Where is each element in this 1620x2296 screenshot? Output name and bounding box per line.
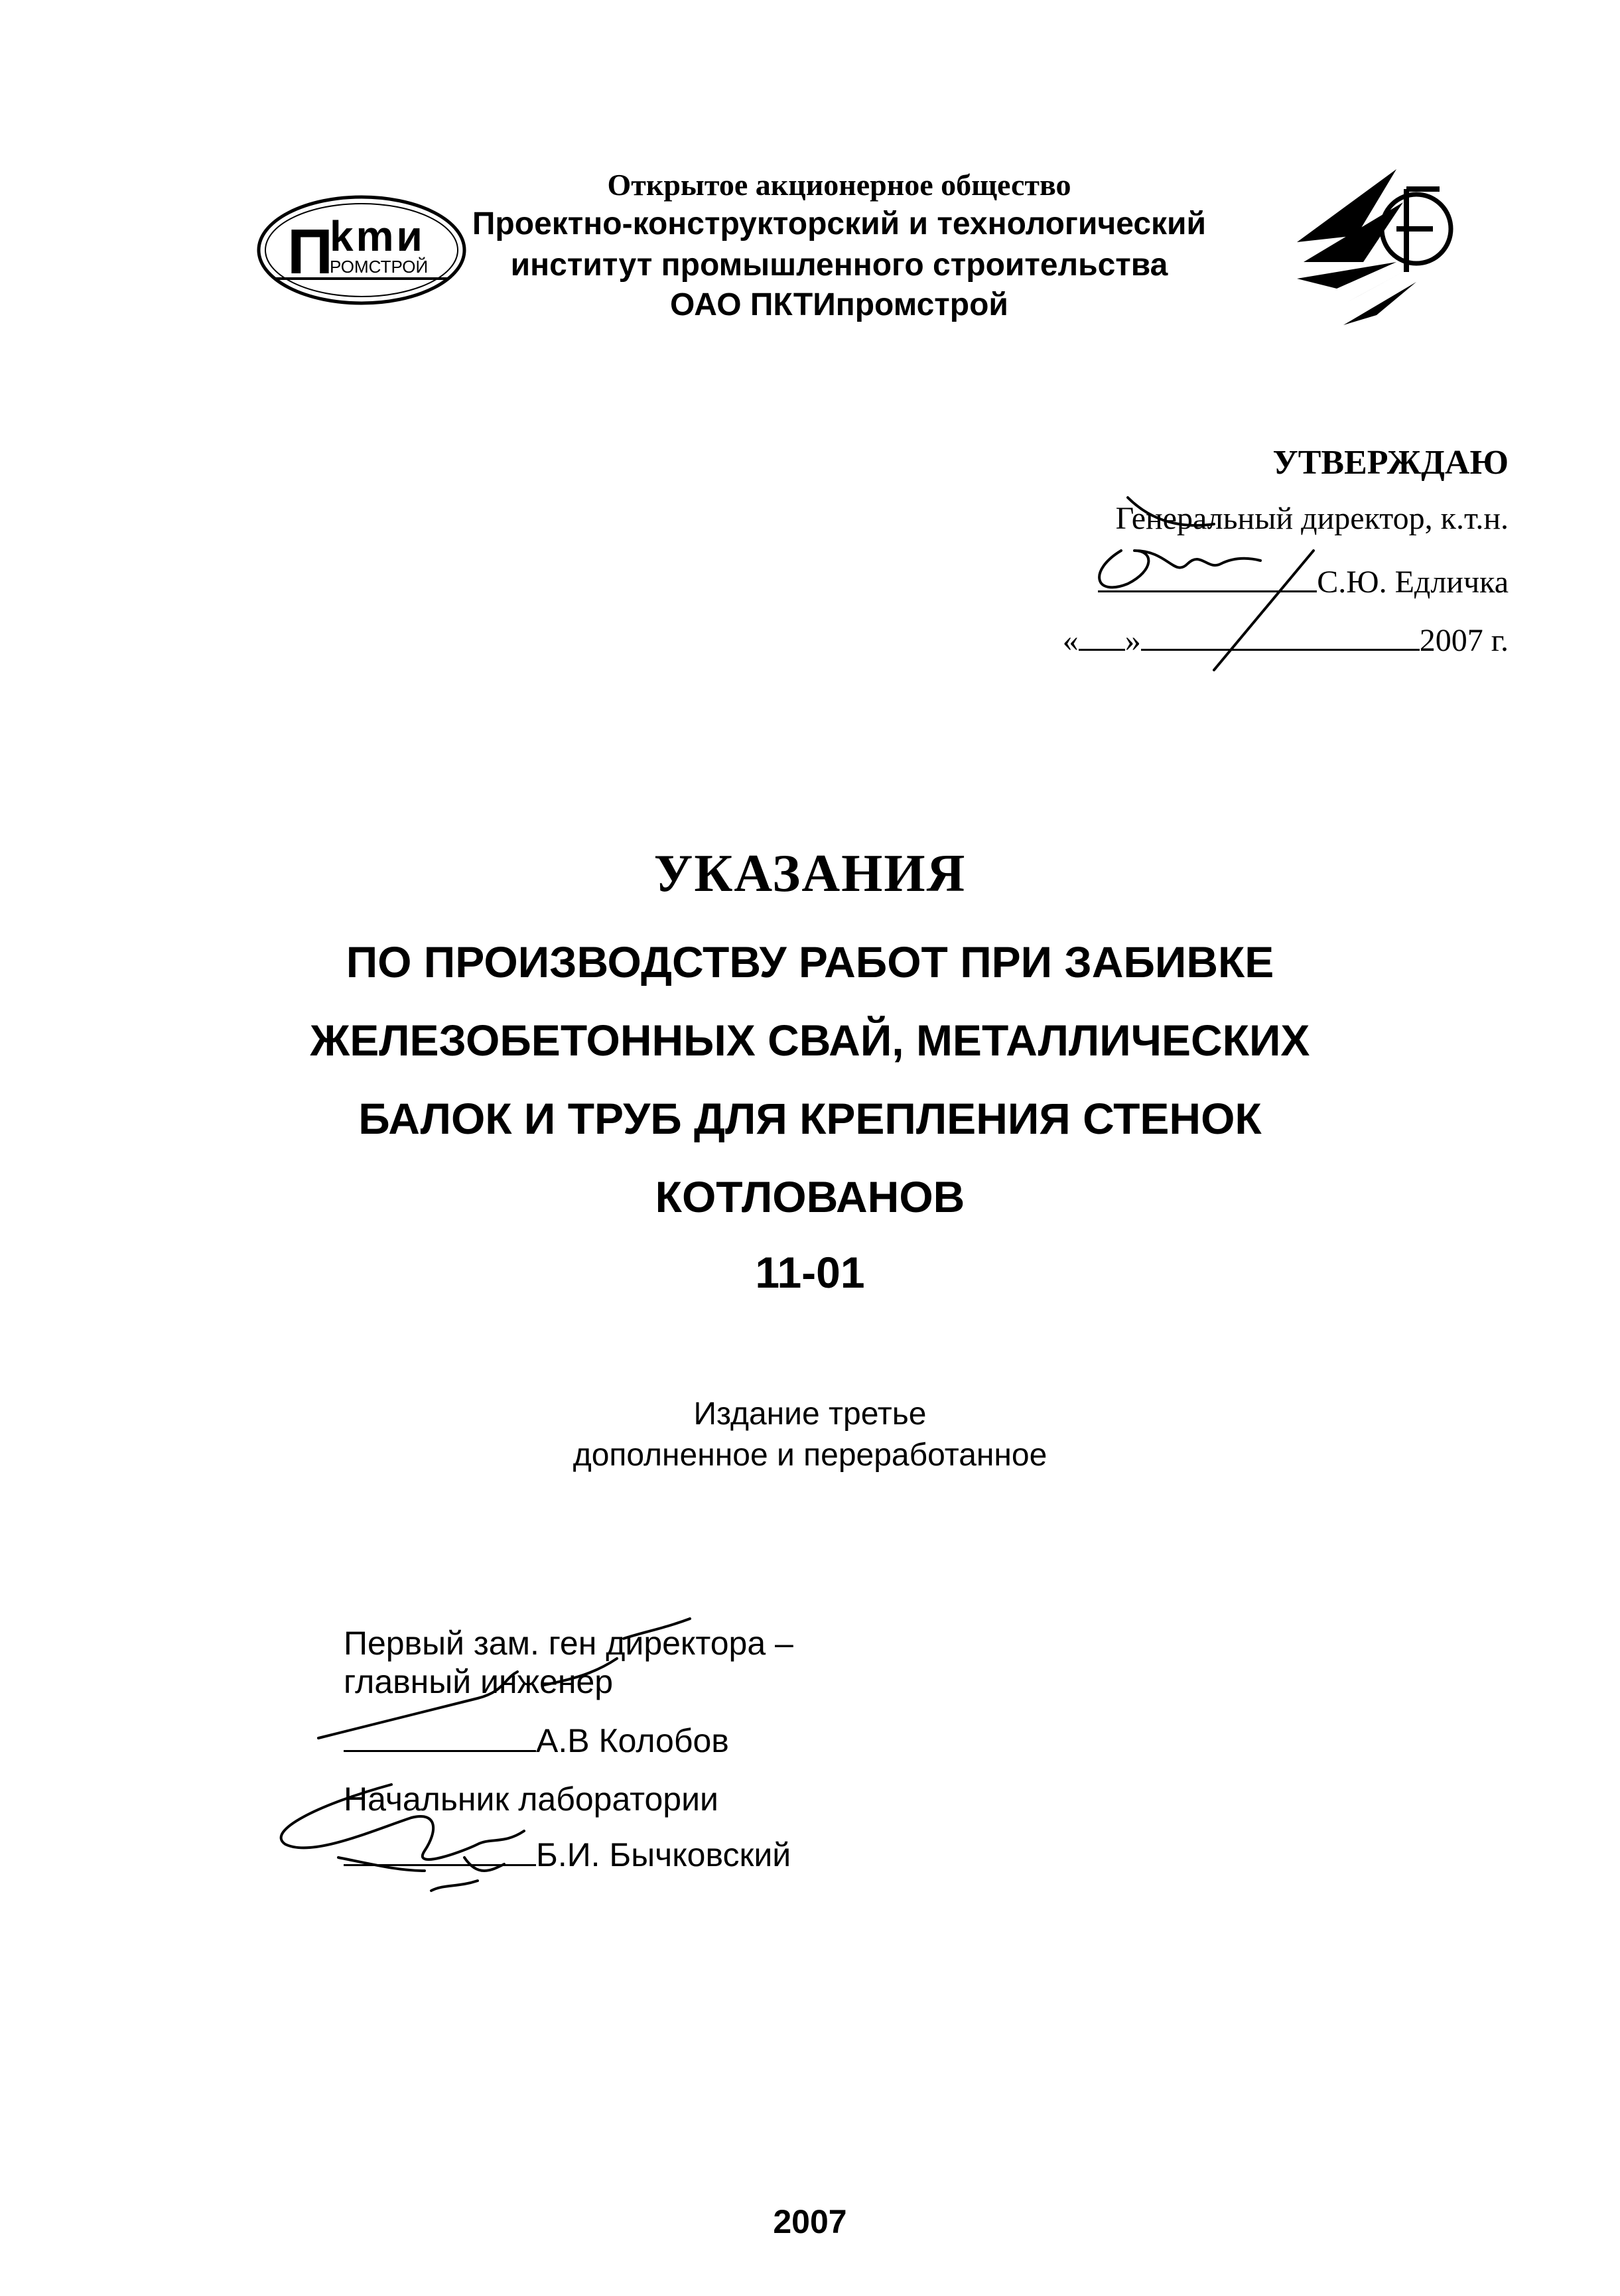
pkti-logo-text: kmи	[330, 212, 425, 260]
document-subtitle-2: ЖЕЛЕЗОБЕТОННЫХ СВАЙ, МЕТАЛЛИЧЕСКИХ	[310, 1016, 1310, 1065]
approval-year: 2007 г.	[1419, 623, 1509, 658]
approval-signature-line	[1098, 564, 1509, 600]
approval-date-line	[1063, 622, 1509, 659]
signer-1-name: А.В Колобов	[536, 1722, 729, 1759]
signer-2-blank	[344, 1838, 536, 1866]
edition-line-1: Издание третье	[693, 1396, 927, 1432]
date-quote-open: «	[1062, 623, 1079, 658]
signer-1-line	[344, 1722, 729, 1760]
day-blank	[1079, 622, 1125, 651]
signer-2-name: Б.И. Бычковский	[536, 1836, 791, 1873]
approval-title: УТВЕРЖДАЮ	[1272, 444, 1509, 482]
document-subtitle-4: КОТЛОВАНОВ	[655, 1172, 965, 1221]
signer-2-role: Начальник лаборатории	[344, 1781, 718, 1818]
approval-role: Генеральный директор, к.т.н.	[1115, 501, 1509, 536]
org-type: Открытое акционерное общество	[607, 168, 1071, 202]
pkti-logo-letter: П	[287, 216, 333, 287]
org-short-name: ОАО ПКТИпромстрой	[670, 287, 1008, 322]
document-title: УКАЗАНИЯ	[653, 844, 967, 903]
document-code: 11-01	[755, 1248, 865, 1297]
document-subtitle-3: БАЛОК И ТРУБ ДЛЯ КРЕПЛЕНИЯ СТЕНОК	[358, 1094, 1262, 1143]
month-blank	[1141, 622, 1420, 651]
publication-year: 2007	[773, 2203, 847, 2240]
signer-2-line	[344, 1836, 791, 1874]
org-name-line-2: институт промышленного строительства	[510, 247, 1168, 283]
edition-line-2: дополненное и переработанное	[573, 1438, 1047, 1473]
pkti-logo	[255, 192, 468, 308]
signer-1-role: Первый зам. ген директора –	[344, 1625, 793, 1662]
org-name-line-1: Проектно-конструкторский и технологический	[472, 206, 1207, 241]
ministry-emblem	[1297, 163, 1456, 328]
signer-1-blank	[344, 1723, 536, 1752]
approval-name: С.Ю. Едличка	[1317, 565, 1509, 600]
pkti-logo-subtext: РОМСТРОЙ	[330, 257, 429, 277]
signature-blank	[1098, 564, 1317, 592]
date-quote-close: »	[1124, 623, 1141, 658]
signer-1-title: главный инженер	[344, 1663, 614, 1700]
document-subtitle-1: ПО ПРОИЗВОДСТВУ РАБОТ ПРИ ЗАБИВКЕ	[346, 937, 1274, 986]
emblem-icon	[1297, 163, 1456, 328]
